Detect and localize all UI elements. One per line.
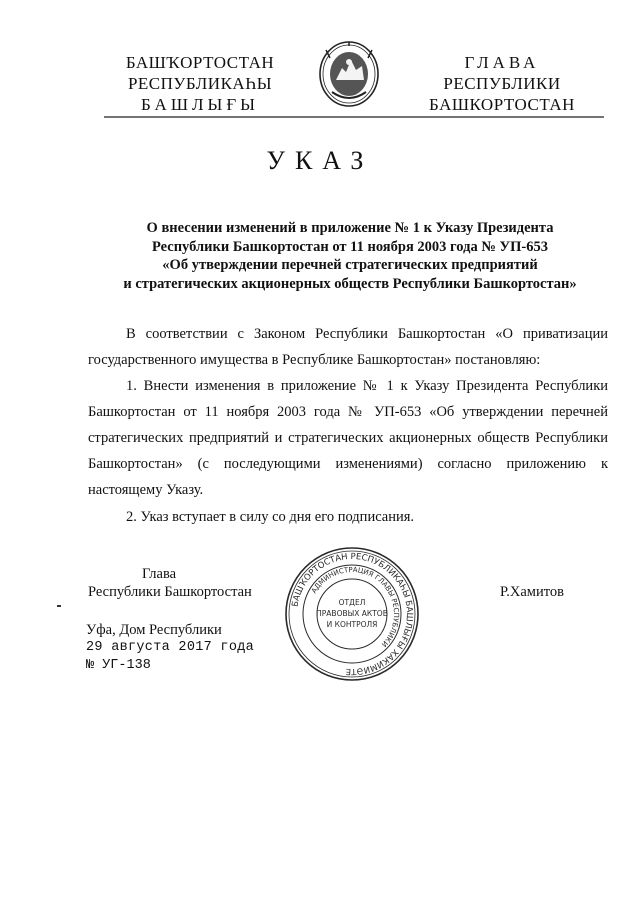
document-type-heading: УКАЗ bbox=[266, 146, 374, 175]
document-title bbox=[60, 219, 640, 293]
issue-date: 29 августа 2017 года bbox=[86, 640, 255, 655]
signatory-position-line-2: Республики Башкортостан bbox=[88, 584, 252, 600]
header-left-line-2: РЕСПУБЛИКАҺЫ bbox=[127, 74, 273, 93]
seal-inner-text: АДМИНИСТРАЦИЯ ГЛАВЫ РЕСПУБЛИКИ bbox=[310, 565, 401, 649]
document-number: № УГ-138 bbox=[86, 658, 151, 673]
seal-center-line-1: ОТДЕЛ bbox=[338, 598, 366, 607]
seal-center-line-2: ПРАВОВЫХ АКТОВ bbox=[316, 609, 388, 618]
clause-1-paragraph: 1. Внести изменения в приложение № 1 к Указу Президента Республики Башкортостан от 11 ноября 2003 года № УП-653 «Об утверждении перечней стратегических предприятий и стратегических акционерных обществ Республики Башкортостан» (с последующими изменениями) согласно приложению к настоящему Указу. bbox=[88, 378, 608, 498]
title-line-2: Республики Башкортостан от 11 ноября 2003 года № УП-653 bbox=[151, 238, 549, 255]
signatory-position-line-1: Глава bbox=[142, 566, 177, 582]
header-left-line-1: БАШҠОРТОСТАН bbox=[125, 53, 275, 72]
preamble-paragraph: В соответствии с Законом Республики Башкортостан «О приватизации государственного имущества в Республике Башкортостан» постановляю: bbox=[88, 326, 608, 368]
header-right-line-1: ГЛАВА bbox=[464, 53, 540, 72]
title-line-3: «Об утверждении перечней стратегических предприятий bbox=[162, 257, 538, 273]
seal-center-line-3: И КОНТРОЛЯ bbox=[326, 620, 378, 629]
header-right-block bbox=[402, 52, 602, 115]
header-left-line-3: БАШЛЫҒЫ bbox=[141, 95, 259, 114]
seal-outer-text: БАШҠОРТОСТАН РЕСПУБЛИКАҺЫ БАШЛЫҒЫ ХАКИМИӘТЕ bbox=[290, 551, 415, 677]
bashkortostan-coat-of-arms-icon bbox=[318, 38, 380, 108]
header-right-line-2: РЕСПУБЛИКИ bbox=[443, 74, 561, 93]
header-right-line-3: БАШКОРТОСТАН bbox=[429, 95, 575, 114]
signatory-name: Р.Хамитов bbox=[500, 584, 564, 600]
title-line-4: и стратегических акционерных обществ Республики Башкортостан» bbox=[123, 275, 577, 292]
margin-mark bbox=[57, 605, 61, 607]
title-line-1: О внесении изменений в приложение № 1 к Указу Президента bbox=[146, 220, 554, 236]
header-divider bbox=[104, 116, 604, 118]
official-seal bbox=[284, 546, 420, 682]
clause-2-paragraph: 2. Указ вступает в силу со дня его подписания. bbox=[126, 509, 415, 525]
header-left-block bbox=[100, 52, 300, 115]
issue-place: Уфа, Дом Республики bbox=[86, 622, 222, 638]
